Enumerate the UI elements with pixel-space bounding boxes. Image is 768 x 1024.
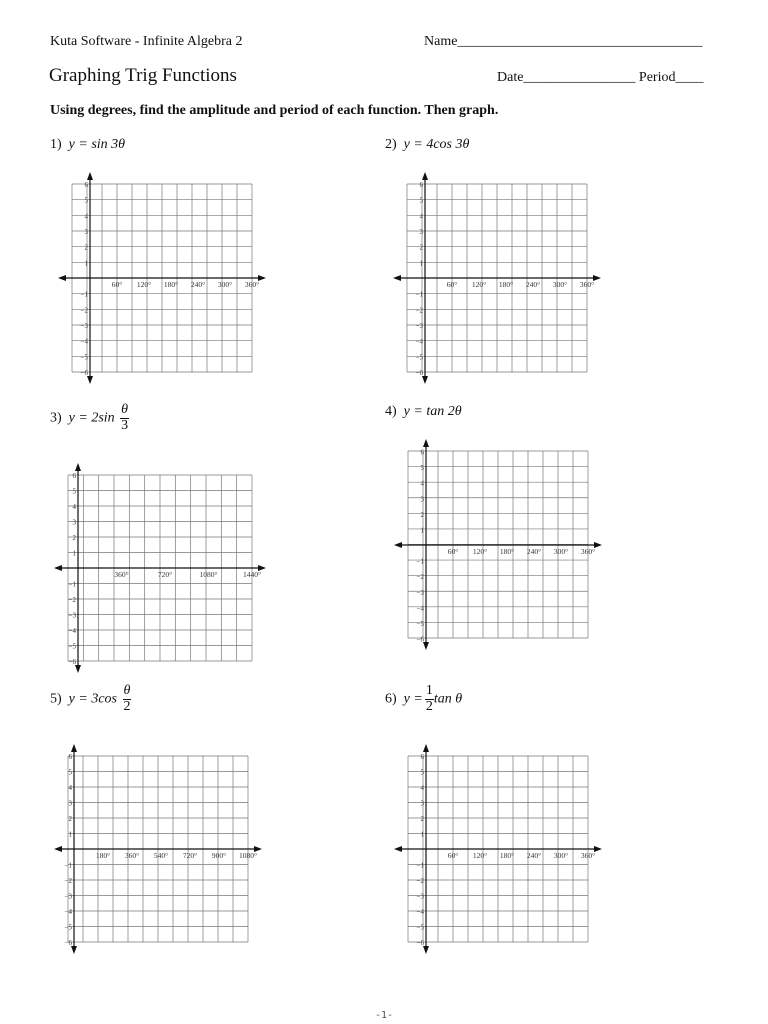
y-tick-label: 1 [68, 830, 72, 839]
y-tick-label: 3 [420, 495, 424, 504]
problem-number: 2) [385, 137, 397, 152]
y-axis-arrow-up-icon [423, 744, 429, 752]
y-tick-label: 5 [68, 768, 72, 777]
x-tick-label: 60° [446, 280, 458, 289]
y-tick-label: −1 [68, 580, 76, 589]
y-tick-label: −4 [64, 908, 72, 916]
fraction-denominator: 2 [425, 698, 433, 714]
y-tick-label: 2 [84, 243, 88, 252]
y-tick-label: 6 [84, 181, 88, 189]
y-tick-label: 6 [419, 181, 423, 189]
theta-symbol: θ [454, 404, 462, 419]
x-tick-label: 300° [553, 547, 569, 556]
y-tick-label: 3 [72, 518, 76, 527]
x-tick-label: 240° [526, 547, 542, 556]
problem-equation: y = [403, 691, 423, 707]
x-tick-label: 360° [580, 851, 596, 860]
x-tick-label: 180° [499, 851, 515, 860]
y-tick-label: −2 [80, 306, 88, 315]
y-tick-label: 1 [84, 259, 88, 268]
y-tick-label: 4 [72, 503, 76, 511]
fraction-numerator: θ [121, 402, 129, 417]
x-tick-label: 360° [579, 280, 595, 289]
y-tick-label: 4 [68, 784, 72, 792]
y-tick-label: 5 [420, 464, 424, 473]
x-tick-label: 240° [190, 280, 206, 289]
x-tick-label: 60° [111, 280, 123, 289]
x-tick-label: 120° [472, 547, 488, 556]
y-tick-label: −5 [416, 923, 424, 932]
y-tick-label: 6 [420, 448, 424, 457]
y-tick-label: 1 [72, 549, 76, 558]
x-axis-arrow-left-icon [394, 846, 402, 852]
y-tick-label: 4 [84, 212, 88, 221]
x-tick-label: 180° [498, 280, 514, 289]
y-tick-label: 3 [419, 228, 423, 236]
y-tick-label: −1 [64, 861, 72, 870]
date-period-field[interactable]: Date________________ Period____ [497, 70, 704, 85]
y-tick-label: 4 [420, 784, 424, 792]
instructions: Using degrees, find the amplitude and period of each function. Then graph. [50, 103, 499, 118]
y-tick-label: −3 [80, 322, 88, 330]
x-tick-label: 120° [136, 280, 152, 289]
x-tick-label: 900° [211, 851, 227, 860]
y-tick-label: 4 [419, 212, 423, 221]
y-tick-label: 5 [72, 487, 76, 496]
y-tick-label: 3 [84, 228, 88, 236]
name-field[interactable]: Name___________________________________ [424, 34, 703, 49]
problem-equation: y = 2sin [68, 410, 115, 426]
x-tick-label: 360° [114, 570, 129, 579]
x-axis-arrow-right-icon [594, 846, 602, 852]
problem-number: 5) [50, 691, 62, 707]
y-tick-label: −1 [416, 861, 424, 870]
problem-number: 1) [50, 137, 62, 152]
y-tick-label: 2 [72, 534, 76, 542]
x-tick-label: 180° [499, 547, 515, 556]
y-tick-label: 1 [419, 259, 423, 268]
y-tick-label: −6 [415, 369, 423, 377]
y-tick-label: −4 [80, 337, 88, 346]
y-tick-label: −4 [415, 337, 423, 346]
y-tick-label: −5 [68, 642, 76, 651]
y-tick-label: −2 [64, 877, 72, 885]
x-tick-label: 720° [182, 851, 198, 860]
x-tick-label: 300° [553, 851, 569, 860]
y-tick-label: −2 [416, 573, 424, 582]
y-tick-label: 6 [420, 753, 424, 761]
y-tick-label: 2 [420, 510, 424, 519]
y-tick-label: 3 [420, 799, 424, 808]
y-tick-label: −6 [68, 658, 76, 666]
y-tick-label: 5 [419, 196, 423, 205]
fraction-denominator: 2 [123, 698, 131, 714]
y-tick-label: 5 [420, 768, 424, 777]
x-tick-label: 120° [472, 851, 488, 860]
x-tick-label: 360° [124, 851, 140, 860]
x-tick-label: 300° [552, 280, 568, 289]
y-tick-label: 3 [68, 799, 72, 808]
y-tick-label: −2 [416, 877, 424, 885]
x-tick-label: 60° [447, 851, 459, 860]
x-tick-label: 720° [157, 570, 173, 579]
y-tick-label: −3 [416, 588, 424, 597]
y-tick-label: −4 [416, 908, 424, 916]
problem-equation: y = sin 3 [68, 137, 119, 152]
problem-number: 6) [385, 691, 397, 707]
y-axis-arrow-down-icon [423, 946, 429, 954]
y-tick-label: −6 [416, 635, 424, 644]
y-tick-label: −1 [415, 290, 423, 299]
y-tick-label: −6 [80, 369, 88, 377]
y-tick-label: 4 [420, 479, 424, 488]
fraction-denominator: 3 [121, 417, 129, 433]
x-tick-label: 180° [163, 280, 179, 289]
x-tick-label: 1440° [243, 570, 261, 579]
y-tick-label: −5 [64, 923, 72, 932]
x-tick-label: 1080° [239, 851, 257, 860]
y-tick-label: −3 [415, 322, 423, 330]
y-tick-label: −5 [416, 619, 424, 628]
y-tick-label: 1 [420, 526, 424, 535]
problem-number: 4) [385, 404, 397, 419]
y-tick-label: 6 [68, 753, 72, 761]
y-tick-label: 2 [420, 815, 424, 823]
y-tick-label: −5 [415, 353, 423, 362]
x-tick-label: 540° [153, 851, 169, 860]
theta-symbol: θ [455, 691, 463, 707]
problem-equation: y = 4cos 3 [403, 137, 463, 152]
publisher-label: Kuta Software - Infinite Algebra 2 [50, 34, 243, 49]
problem-equation: y = 3cos [68, 691, 117, 707]
y-tick-label: −3 [64, 892, 72, 901]
y-tick-label: −1 [416, 557, 424, 566]
y-tick-label: −2 [415, 306, 423, 315]
y-tick-label: 1 [420, 830, 424, 839]
y-tick-label: −4 [416, 604, 424, 613]
y-tick-label: −2 [68, 596, 76, 604]
worksheet-title: Graphing Trig Functions [49, 65, 237, 86]
page-number: -1- [374, 1010, 394, 1021]
y-tick-label: −6 [64, 939, 72, 947]
fraction-numerator: θ [123, 683, 131, 698]
x-tick-label: 360° [580, 547, 596, 556]
y-tick-label: 2 [68, 815, 72, 823]
y-tick-label: −3 [68, 611, 76, 620]
x-tick-label: 240° [526, 851, 542, 860]
x-tick-label: 180° [95, 851, 111, 860]
problem-equation: y = tan 2 [403, 404, 455, 419]
x-tick-label: 240° [525, 280, 541, 289]
theta-symbol: θ [462, 137, 470, 152]
theta-symbol: θ [118, 137, 126, 152]
y-tick-label: −1 [80, 290, 88, 299]
y-tick-label: 5 [84, 196, 88, 205]
x-tick-label: 360° [244, 280, 260, 289]
fraction-numerator: 1 [425, 683, 433, 698]
x-tick-label: 120° [471, 280, 487, 289]
y-tick-label: −5 [80, 353, 88, 362]
x-tick-label: 60° [447, 547, 459, 556]
x-tick-label: 300° [217, 280, 233, 289]
x-tick-label: 1080° [199, 570, 218, 579]
problem-number: 3) [50, 410, 62, 426]
problem-equation-suffix: tan [433, 691, 452, 707]
y-tick-label: −3 [416, 892, 424, 901]
y-tick-label: 6 [72, 472, 76, 480]
y-tick-label: 2 [419, 243, 423, 252]
y-tick-label: −4 [68, 627, 76, 635]
y-tick-label: −6 [416, 939, 424, 947]
